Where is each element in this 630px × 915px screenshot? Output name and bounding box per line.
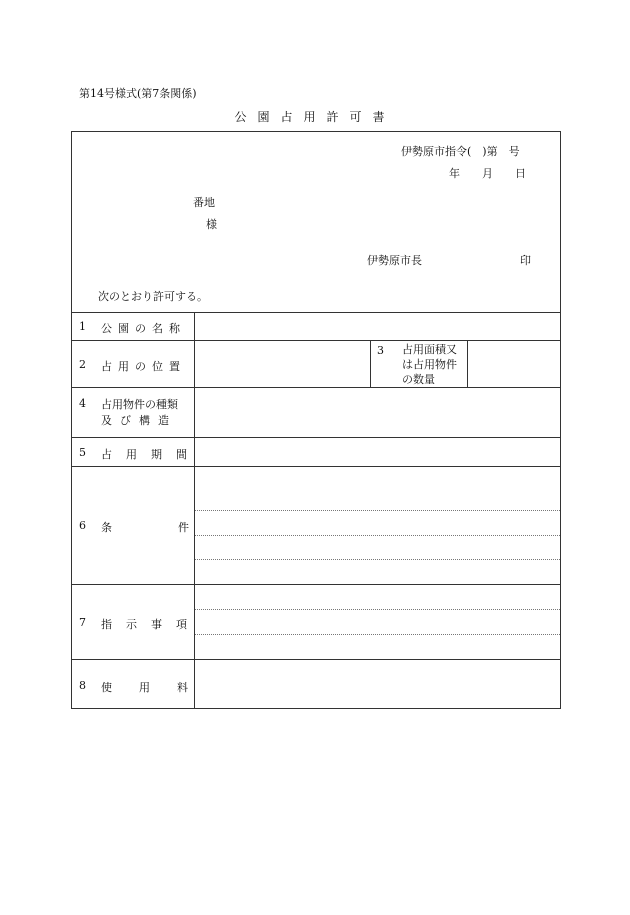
row-separator	[71, 312, 561, 313]
address-label: 番地	[193, 196, 215, 209]
writing-line	[195, 510, 560, 511]
row-label: 占用期間	[101, 448, 201, 461]
row-number: 5	[79, 446, 86, 459]
sub-field-number: 3	[377, 344, 384, 357]
row-separator	[71, 584, 561, 585]
row-label: 占用の位置	[101, 360, 186, 373]
designation-number: 伊勢原市指令( )第 号	[401, 145, 520, 158]
document-title: 公園占用許可書	[234, 110, 396, 124]
row-number: 6	[79, 519, 86, 532]
addressee-suffix: 様	[206, 218, 217, 231]
sub-field-occupancy-area	[402, 342, 457, 387]
writing-line	[195, 535, 560, 536]
row-label: 使用料	[101, 681, 215, 694]
permit-statement: 次のとおり許可する。	[98, 290, 208, 303]
row-separator	[71, 466, 561, 467]
seal-mark: 印	[520, 254, 531, 267]
sub-field-label-line: は占用物件	[402, 358, 457, 371]
issuer-name: 伊勢原市長	[367, 254, 422, 267]
writing-line	[195, 634, 560, 635]
sub-field-label-line: 占用面積又	[402, 343, 457, 356]
row-separator	[71, 659, 561, 660]
row-number: 1	[79, 320, 86, 333]
writing-line	[195, 609, 560, 610]
row-number: 7	[79, 616, 86, 629]
row-separator	[71, 387, 561, 388]
row-separator	[71, 437, 561, 438]
writing-line	[195, 559, 560, 560]
row-number: 4	[79, 397, 86, 410]
form-number: 第14号様式(第7条関係)	[79, 87, 197, 100]
row-label: 公園の名称	[101, 322, 186, 335]
issue-date: 年 月 日	[449, 167, 526, 180]
sub-field-label-line: の数量	[402, 373, 435, 386]
row-label-line: 占用物件の種類	[101, 398, 178, 411]
row-label: 指示事項	[101, 618, 201, 631]
row-number: 8	[79, 679, 86, 692]
row-separator	[71, 340, 561, 341]
sub-cell-divider	[467, 340, 468, 387]
row-label-line: 及び構造	[101, 414, 177, 427]
sub-cell-divider	[370, 340, 371, 387]
row-number: 2	[79, 358, 86, 371]
row-label: 条件	[101, 521, 255, 534]
